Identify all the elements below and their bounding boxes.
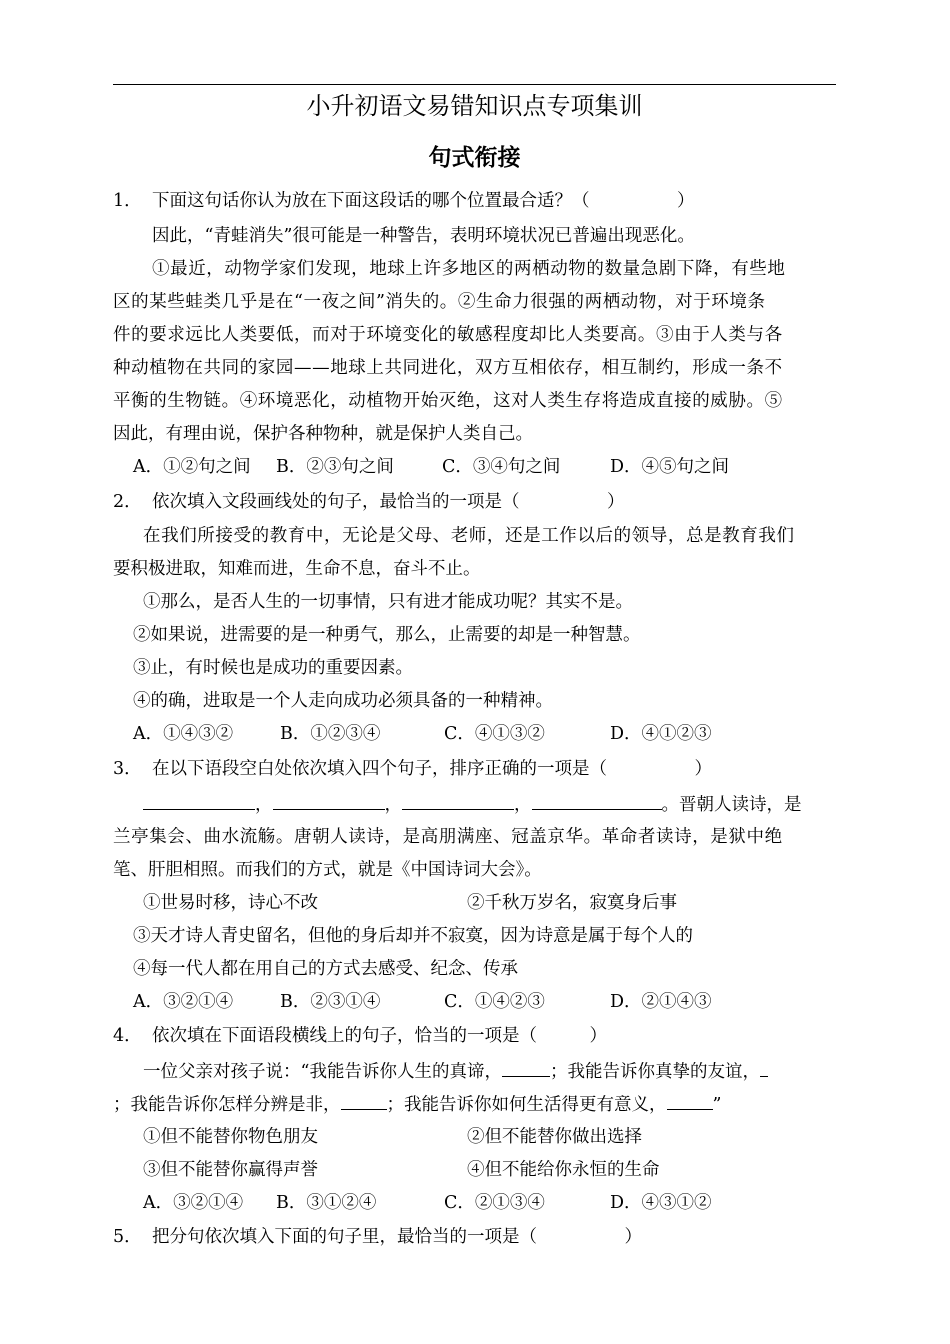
option-a: A．①②句之间	[133, 457, 251, 477]
passage-line: 因此，有理由说，保护各种物种，就是保护人类自己。	[113, 424, 533, 444]
sentence-2: ②千秋万岁名，寂寞身后事	[467, 893, 677, 913]
sentence-3: ③天才诗人青史留名，但他的身后却并不寂寞，因为诗意是属于每个人的	[133, 926, 693, 946]
option-c: C．②①③④	[444, 1193, 545, 1213]
option-a: A．③②①④	[133, 992, 234, 1012]
option-d: D．②①④③	[610, 992, 712, 1012]
option-c: C．④①③②	[444, 724, 545, 744]
sentence-3: ③但不能替你赢得声誉	[143, 1160, 318, 1180]
option-a: A．③②①④	[143, 1193, 244, 1213]
passage-line: 要积极进取，知难而进，生命不息，奋斗不止。	[113, 559, 481, 579]
passage-line: 平衡的生物链。④环境恶化，动植物开始灭绝，这对人类生存将造成直接的威胁。⑤	[113, 391, 783, 411]
document-title: 小升初语文易错知识点专项集训	[306, 92, 643, 120]
fill-blank	[402, 791, 514, 810]
sentence-2: ②如果说，进需要的是一种勇气，那么，止需要的却是一种智慧。	[133, 625, 641, 645]
question-number: 3．	[113, 759, 142, 779]
option-d: D．④①②③	[610, 724, 712, 744]
passage-line: 在我们所接受的教育中，无论是父母、老师，还是工作以后的领导，总是教育我们	[143, 526, 795, 546]
question-stem: 在以下语段空白处依次填入四个句子，排序正确的一项是（ ）	[152, 759, 712, 779]
fill-blank	[502, 1058, 550, 1077]
passage-line: ；我能告诉你怎样分辨是非， ；我能告诉你如何生活得更有意义， ”	[113, 1091, 721, 1117]
fill-blank	[273, 791, 385, 810]
passage-line: 兰亭集会、曲水流觞。唐朝人读诗，是高朋满座、冠盖京华。革命者读诗，是狱中绝	[113, 827, 783, 847]
passage-line: 一位父亲对孩子说：“我能告诉你人生的真谛， ；我能告诉你真挚的友谊，	[143, 1058, 768, 1084]
option-c: C．①④②③	[444, 992, 545, 1012]
question-number: 1．	[113, 191, 142, 211]
passage-line: 区的某些蛙类几乎是在“一夜之间”消失的。②生命力很强的两栖动物，对于环境条	[113, 292, 766, 312]
question-number: 4．	[113, 1026, 142, 1046]
option-b: B．①②③④	[280, 724, 381, 744]
question-number: 5．	[113, 1227, 142, 1247]
passage-line: ①最近，动物学家们发现，地球上许多地区的两栖动物的数量急剧下降，有些地	[152, 259, 786, 279]
section-title: 句式衔接	[428, 145, 521, 171]
fill-blank	[143, 791, 255, 810]
question-stem: 把分句依次填入下面的句子里，最恰当的一项是（ ）	[152, 1227, 642, 1247]
question-stem: 依次填在下面语段横线上的句子，恰当的一项是（ ）	[152, 1026, 607, 1046]
passage-line: 笔、肝胆相照。而我们的方式，就是《中国诗词大会》。	[113, 860, 542, 880]
given-sentence: 因此，“青蛙消失”很可能是一种警告，表明环境状况已普遍出现恶化。	[152, 226, 695, 246]
passage-line: 件的要求远比人类要低，而对于环境变化的敏感程度却比人类要高。③由于人类与各	[113, 325, 783, 345]
option-b: B．②③句之间	[276, 457, 394, 477]
question-number: 2．	[113, 492, 142, 512]
sentence-4: ④每一代人都在用自己的方式去感受、纪念、传承	[133, 959, 518, 979]
option-a: A．①④③②	[133, 724, 234, 744]
question-stem: 下面这句话你认为放在下面这段话的哪个位置最合适？（ ）	[152, 191, 695, 211]
sentence-2: ②但不能替你做出选择	[467, 1127, 642, 1147]
header-rule	[113, 84, 836, 85]
sentence-4: ④的确，进取是一个人走向成功必须具备的一种精神。	[133, 691, 553, 711]
sentence-3: ③止，有时候也是成功的重要因素。	[133, 658, 413, 678]
blank-line: ， ， ， 。晋朝人读诗，是	[143, 791, 802, 817]
option-d: D．④⑤句之间	[610, 457, 730, 477]
option-d: D．④③①②	[610, 1193, 712, 1213]
sentence-1: ①世易时移，诗心不改	[143, 893, 318, 913]
sentence-1: ①那么，是否人生的一切事情，只有进才能成功呢？其实不是。	[143, 592, 633, 612]
sentence-4: ④但不能给你永恒的生命	[467, 1160, 660, 1180]
option-b: B．③①②④	[276, 1193, 377, 1213]
question-stem: 依次填入文段画线处的句子，最恰当的一项是（ ）	[152, 492, 625, 512]
fill-blank	[532, 791, 662, 810]
passage-line: 种动植物在共同的家园——地球上共同进化，双方互相依存，相互制约，形成一条不	[113, 358, 783, 378]
fill-blank	[760, 1058, 768, 1077]
fill-blank	[341, 1091, 387, 1110]
option-c: C．③④句之间	[442, 457, 561, 477]
fill-blank	[667, 1091, 713, 1110]
sentence-1: ①但不能替你物色朋友	[143, 1127, 318, 1147]
option-b: B．②③①④	[280, 992, 381, 1012]
